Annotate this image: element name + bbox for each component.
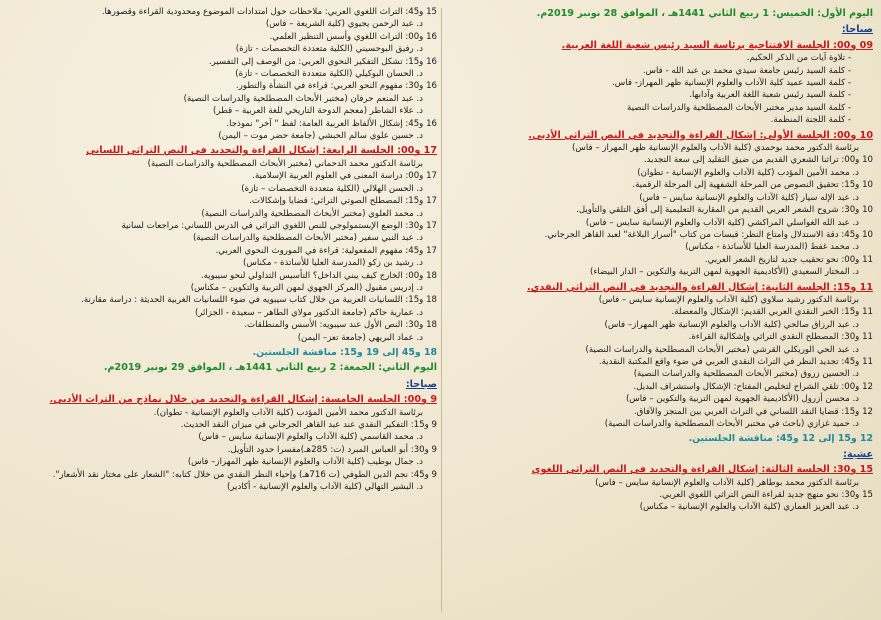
talk-line: 9 و45: نجم الدين الطوفي (ت 716هـ) وإحياء النظر النقدي من خلال كتابه: "الشعار على مختار نقد الأشعار".: [52, 469, 437, 480]
opening-item: - كلمة السيد مدير مختبر الأبحاث المصطلحية والدراسات النصية: [452, 102, 873, 114]
session1-chair: برئاسة الدكتور محمد بوحمدي (كلية الآداب والعلوم الإنسانية ظهر المهراز – فاس): [572, 143, 859, 154]
evening-label: عشية:: [843, 448, 873, 460]
talk-line: 16 و30: مفهوم النحو العربي: قراءة في النشأة والتطور.: [236, 81, 437, 92]
day2-header: اليوم الثاني: الجمعة: 2 ربيع الثاني 1441هـ ، الموافق 29 نونبر 2019م.: [103, 362, 437, 374]
session4-chair: برئاسة الدكتور محمد الدحماني (مختبر الأبحاث المصطلحية والدراسات النصية): [147, 158, 423, 169]
session2-chair: برئاسة الدكتور رشيد سلاوي (كلية الآداب والعلوم الإنسانية سايس – فاس): [598, 294, 859, 305]
talk-line: 11 و00: نحو تحقيب جديد لتاريخ الشعر العربي.: [704, 254, 873, 265]
talk-line: 11 و15: الخبر النقدي العربي القديم: الإشكال والمعضلة.: [671, 307, 873, 318]
talk-line: 18 و15: اللسانيات العربية من خلال كتاب سيبويه في ضوء اللسانيات الغربية الحديثة : دراسة مقارنة.: [81, 295, 437, 306]
session2-time: 11 و15:: [833, 281, 873, 293]
column-divider: [441, 8, 442, 612]
session5-chair: برئاسة الدكتور محمد الأمين المؤدب (كلية الآداب والعلوم الإنسانية - تطوان).: [153, 407, 423, 418]
speaker-line: د. عماد البريهي (جامعة تعز– اليمن): [297, 332, 423, 343]
speaker-line: د. عبد الحي الوريكلي القرشي (مختبر الأبحاث المصطلحية والدراسات النصية): [585, 344, 859, 355]
talk-line: 17 و15: المصطلح الصوتي التراثي: قضايا وإشكالات.: [249, 196, 437, 207]
session2-name: الجلسة الثانية: إشكال القراءة والتجديد في النص التراثي النقدي.: [527, 281, 830, 293]
talk-line: 15 و45: التراث اللغوي العربي: ملاحظات حول امتدادات الموضوع ومحدودية القراءة وقصورها.: [101, 7, 437, 17]
opening-session-title: [452, 40, 873, 52]
talk-line: 17 و00: دراسة المعنى في العلوم العربية الإسلامية.: [252, 171, 437, 182]
day1-header: اليوم الأول: الخميس: 1 ربيع الثاني 1441هـ ، الموافق 28 نونبر 2019م.: [536, 8, 873, 19]
session1-title: [452, 130, 873, 142]
opening-item: - كلمة السيد رئيس جامعة سيدي محمد بن عبد الله - فاس.: [452, 65, 873, 77]
talk-line: 11 و30: المصطلح النقدي التراثي وإشكالية القراءة.: [688, 332, 873, 343]
session1-name: الجلسة الأولى: إشكال القراءة والتجديد في النص التراثي الأدبي.: [528, 129, 830, 141]
talk-line: 12 و15: قضايا النقد اللساني في التراث العربي بين المنجز والآفاق.: [633, 406, 873, 417]
session3-chair: برئاسة الدكتور محمد بوطاهر (كلية الآداب والعلوم الإنسانية سايس – فاس): [595, 477, 859, 488]
opening-time: 09 و00:: [833, 39, 873, 51]
talk-line: 16 و00: التراث اللغوي وأسس التنظير العلمي.: [269, 31, 437, 42]
morning-label: صباحا:: [841, 24, 873, 36]
speaker-line: د. عبد الرزاق صالحي (كلية الآداب والعلوم الإنسانية ظهر المهراز– فاس): [604, 319, 859, 330]
session4-name: الجلسة الرابعة: إشكال القراءة والتجديد في النص التراثي اللساني: [85, 145, 394, 157]
speaker-line: د. إدريس مقبول (المركز الجهوي لمهن التربية والتكوين – مكناس): [190, 282, 423, 293]
session4-time: 17 و00:: [397, 145, 437, 157]
opening-item: - تلاوة آيات من الذكر الحكيم.: [452, 52, 873, 64]
speaker-line: د. البشير التهالي (كلية الآداب والعلوم الإنسانية - أكادير): [226, 482, 423, 493]
speaker-line: د. الحسين زروق (مختبر الأبحاث المصطلحية والدراسات النصية): [633, 369, 859, 380]
speaker-line: د. عبد الإله سيار (كلية الآداب والعلوم الإنسانية سايس – فاس): [639, 192, 859, 203]
talk-line: 18 و00: الخارج كيف يبني الداخل؟ التأسيس التداولي لنحو سيبويه.: [200, 270, 437, 281]
speaker-line: د. عبد المنعم حرفان (مختبر الأبحاث المصطلحية والدراسات النصية): [183, 93, 423, 104]
talk-line: 10 و15: تحقيق النصوص من المرحلة الشفهية إلى المرحلة الرقمية.: [632, 180, 873, 191]
session5-time: 9 و00:: [403, 394, 437, 406]
speaker-line: د. الحسان البوكيلي (الكلية متعددة التخصصات - تازة): [235, 69, 423, 80]
session1-time: 10 و00:: [833, 129, 873, 141]
session5-title: [10, 394, 437, 406]
speaker-line: د. الحسن الهلالي (الكلية متعددة التخصصات – تازة): [241, 183, 423, 194]
talk-line: 10 و45: دقة الاستدلال وامتاع النظر: قبسات من كتاب "أسرار البلاغة" لعبد القاهر الجرجاني.: [544, 229, 873, 240]
talk-line: 17 و45: مفهوم المفعولية: قراءة في الموروث النحوي العربي.: [215, 245, 437, 256]
opening-title: الجلسة الافتتاحية برئاسة السيد رئيس شعبة اللغة العربية.: [561, 39, 830, 51]
talk-line: 12 و00: تلقي الشراح لتخليص المفتاح: الإشكال واستشراف البديل.: [633, 381, 873, 392]
discussion-1: 12 و15 إلى 12 و45: مناقشة الجلستين.: [688, 433, 873, 445]
talk-line: 17 و30: الوضع الإبستمولوجي للنص اللغوي التراثي في الدرس اللساني: مراجعات لسانية: [121, 220, 437, 231]
speaker-line: د. محمد غفط (المدرسة العليا للأساتذة - مكناس): [685, 242, 859, 253]
session5-name: الجلسة الخامسة: إشكال القراءة والتجديد من خلال نماذج من التراث الأدبي.: [49, 394, 401, 406]
discussion-2: 18 و45 إلى 19 و15: مناقشة الجلستين.: [252, 346, 437, 358]
talk-line: 16 و45: إشكال الألفاظ العربية العامة: لفظ " آخر" نموذجا.: [226, 118, 437, 129]
speaker-line: د. علاء الشاطر (معجم الدوحة التاريخي للغة العربية – قطر): [213, 106, 423, 117]
morning-label-day2: صباحا:: [405, 378, 437, 390]
right-column: [452, 6, 873, 616]
speaker-line: د. عبد الرحمن يجيوي (كلية الشريعة – فاس): [265, 19, 423, 30]
talk-line: 9 و30: أبو العباس المبرد (ت: 285هـ)مفسرا حدود التأويل.: [227, 444, 437, 455]
talk-line: 9 و15: التفكير النقدي عند عبد القاهر الجرجاني في ميزان النقد الحديث.: [180, 420, 437, 430]
speaker-line: د. محمد العلوي (مختبر الأبحاث المصطلحية والدراسات النصية): [201, 208, 423, 219]
session3-name: الجلسة الثالثة: إشكال القراءة والتجديد في النص التراثي اللغوي: [531, 464, 830, 476]
speaker-line: د. المختار السعيدي (الأكاديمية الجهوية لمهن التربية والتكوين – الدار البيضاء): [590, 267, 859, 278]
opening-item: - كلمة اللجنة المنظمة.: [452, 114, 873, 126]
talk-line: 15 و30: نحو منهج جديد لقراءة النص التراثي اللغوي العربي.: [659, 490, 873, 501]
talk-line: 16 و15: تشكل التفكير النحوي العربي: من الوصف إلى التفسير.: [208, 56, 437, 67]
session3-title: [452, 464, 873, 476]
speaker-line: د. محسن أزرول (الأكاديمية الجهوية لمهن التربية والتكوين – فاس): [625, 394, 859, 405]
speaker-line: د. عبد العزيز العماري (كلية الآداب والعلوم الإنسانية – مكناس): [639, 502, 859, 513]
speaker-line: د. جمال بوطيب (كلية الآداب والعلوم الإنسانية ظهر المهراز– فاس): [187, 457, 423, 468]
session2-title: [452, 282, 873, 294]
opening-item: - كلمة السيد عميد كلية الآداب والعلوم الإنسانية ظهر المهراز- فاس.: [452, 77, 873, 89]
session4-title: [10, 145, 437, 157]
speaker-line: د. عمارية حاكم (جامعة الدكتور مولاي الطاهر – سعيدة - الجزائر): [194, 307, 423, 318]
speaker-line: د. محمد الأمين المؤدب (كلية الآداب والعلوم الإنسانية - تطوان): [637, 167, 859, 178]
talk-line: 10 و30: شروح الشعر العربي القديم من المقاربة التعليمية إلى أفق التلقي والتأويل.: [576, 205, 873, 216]
opening-item: - كلمة السيد رئيس شعبة اللغة العربية وآدابها.: [452, 89, 873, 101]
left-column: [10, 6, 437, 616]
talk-line: 18 و30: النص الأول عند سيبويه: الأسس والمنطلقات.: [244, 320, 437, 331]
speaker-line: د. حميد غزازي (باحث في مختبر الأبحاث المصطلحية والدراسات النصية): [604, 419, 859, 429]
speaker-line: د. حسين علوي سالم الحبشي (جامعة حضر موت – اليمن): [218, 131, 423, 142]
speaker-line: د. محمد القاسمي (كلية الآداب والعلوم الإنسانية سايس – فاس): [198, 432, 423, 443]
session3-time: 15 و30:: [833, 464, 873, 476]
speaker-line: د. رفيق البوحسيني (الكلية متعددة التخصصات - تازة): [235, 44, 423, 55]
speaker-line: د. رشيد بن زكو (المدرسة العليا للأساتذة - مكناس): [243, 258, 423, 269]
speaker-line: د. عبد الله الغواسلي المراكشي (كلية الآداب والعلوم الإنسانية سايس – فاس): [585, 217, 859, 228]
talk-line: 10 و00: تراثنا الشعري القديم من ضيق التقليد إلى سعة التجديد.: [643, 155, 873, 166]
talk-line: 11 و45: تجديد النظر في التراث النقدي العربي في ضوء واقع المكتبة النقدية.: [598, 356, 873, 367]
speaker-line: د. عبد النبي سفير (مختبر الأبحاث المصطلحية والدراسات النصية): [192, 233, 423, 244]
